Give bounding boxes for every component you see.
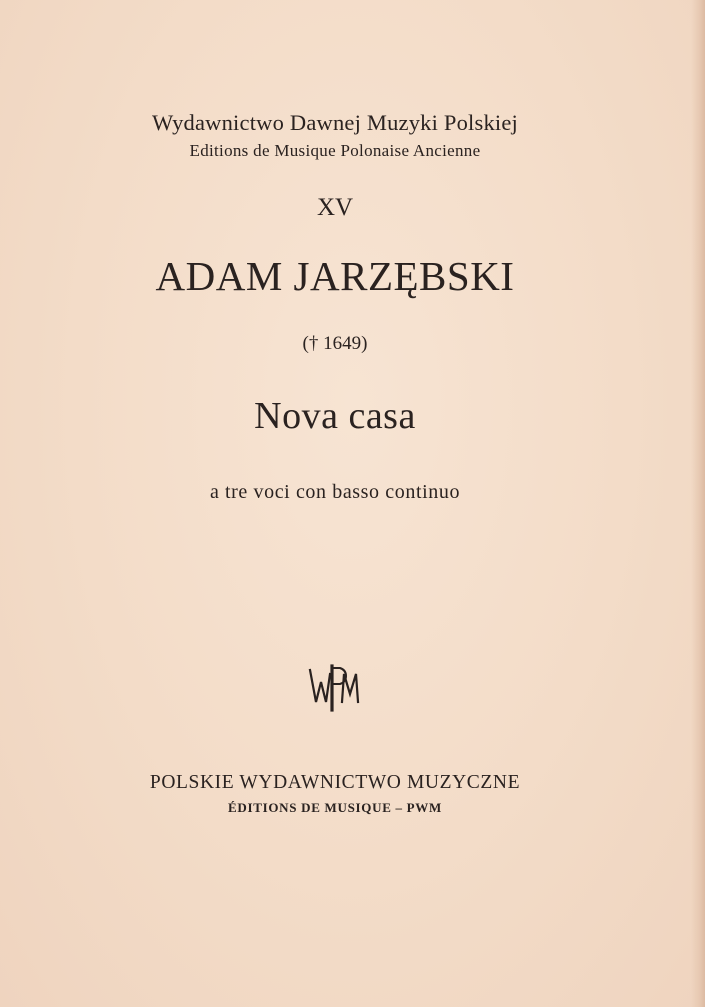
work-scoring: a tre voci con basso continuo — [209, 481, 461, 503]
pwm-monogram-logo — [304, 660, 368, 712]
composer-name: ADAM JARZĘBSKI — [155, 253, 515, 299]
series-title-french: Editions de Musique Polonaise Ancienne — [189, 141, 481, 160]
publisher-name: POLSKIE WYDAWNICTWO MUZYCZNE — [149, 772, 521, 793]
page-edge — [691, 0, 705, 1007]
composer-dates: († 1649) — [302, 333, 368, 354]
volume-number: XV — [316, 194, 354, 221]
publisher-subtitle: ÉDITIONS DE MUSIQUE – PWM — [228, 800, 442, 815]
work-title: Nova casa — [254, 395, 416, 437]
series-title-polish: Wydawnictwo Dawnej Muzyki Polskiej — [151, 110, 518, 135]
